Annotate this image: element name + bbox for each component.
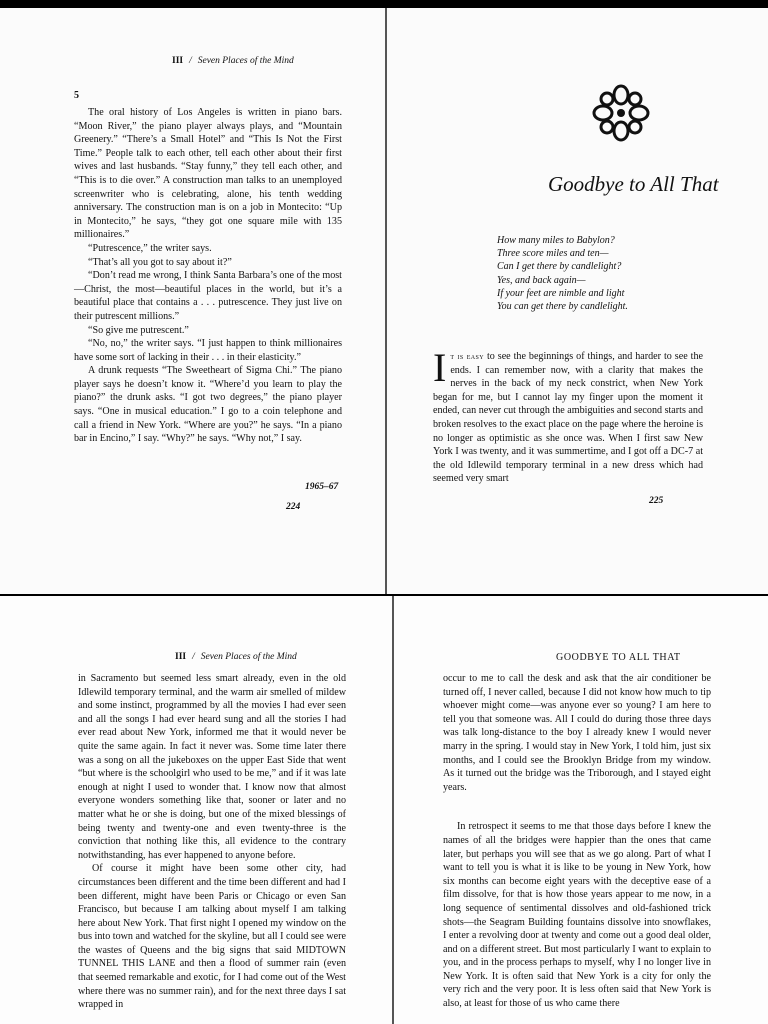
running-head-slash: /: [189, 56, 192, 66]
epigraph-line: Yes, and back again—: [497, 274, 586, 286]
body-text: [74, 106, 342, 446]
page-225: [387, 8, 768, 594]
epigraph-line: If your feet are nimble and light: [497, 287, 625, 299]
epigraph-line: You can get there by candlelight.: [497, 301, 628, 313]
running-head-part: III: [172, 56, 184, 66]
paragraph: in Sacramento but seemed less smart already, even in the old Idlewild temporary terminal, and the warm air smelled of mildew and some instinct, programmed by all the movies I had ever seen and all the songs I had ever heard sung and all the stories I had ever read about New York, informed me that it would never be quite the same again. In fact it never was. Some time later there was a song on all the jukeboxes on the upper East Side that went “but where is the schoolgirl who used to be me,” and if it was late enough at night I used to wonder that. I know now that almost everyone wonders something like that, sooner or later and no matter what he or she is doing, but one of the mixed blessings of being twenty and twenty-one and even twenty-three is the conviction that nothing like this, all evidence to the contrary notwithstanding, has ever happened to anyone before.: [78, 673, 346, 861]
paragraph: “Putrescence,” the writer says.: [88, 242, 212, 254]
paragraph: A drunk requests “The Sweetheart of Sigma Chi.” The piano player says he doesn’t know it. “Where’d you learn to play the piano?” the drunk asks. “I got two degrees,” the piano player says. “One in musical education.” I go to a coin telephone and call a friend in New York. “Where are you?” he says. “In a piano bar in Encino,” I say. “Why?” he says. “Why not,” I say.: [74, 365, 342, 445]
running-head-part: III: [175, 652, 187, 662]
paragraph: In retrospect it seems to me that those days before I knew the names of all the bridges were happier than the ones that came later, but perhaps you will see that as we go along. Part of what I want to tell you is what it is like to be young in New York, how six months can become eight years with the deceptive ease of a film dissolve, for that is how those years appear to me now, in a long sequence of sentimental dissolves and old-fashioned trick shots—the Seagram Building fountains dissolve into snowflakes, I enter a revolving door at twenty and come out a good deal older, and on a different street. But most particularly I want to explain to you, and in the process perhaps to myself, why I no longer live in New York. It is often said that New York is a city for only the very rich and the very poor. It is less often said that New York is also, at least for those of us who came there: [443, 821, 711, 1010]
drop-cap: I: [433, 345, 447, 390]
opening-text: [433, 345, 703, 486]
section-number: 5: [74, 90, 79, 101]
running-head-title: Seven Places of the Mind: [200, 652, 297, 662]
paragraph: “Don’t read me wrong, I think Santa Barbara’s one of the most—Christ, the most—beautiful places in the world, but it’s a beautiful place that contains a . . . putrescence. They just live on their putrescent millions.”: [74, 270, 342, 322]
paragraph: Of course it might have been some other city, had circumstances been different and the time been different and had I been different, might have been Paris or Chicago or even San Francisco, but because I am talking about myself I am talking here about New York. That first night I opened my window on the bus into town and watched for the skyline, but all I could see were the wastes of Queens and the big signs that said MIDTOWN TUNNEL THIS LANE and then a flood of summer rain (even that seemed remarkable and exotic, for I had come out of the West where there was no summer rain), and for the next three days I sat wrapped in: [78, 863, 346, 1011]
paragraph: The oral history of Los Angeles is written in piano bars. “Moon River,” the piano player always plays, and “Mountain Greenery.” “There’s a Small Hotel” and “This Is Not the First Time.” People talk to each other, tell each other about their first wives and last husbands. “Stay funny,” they tell each other, and “This is to die over.” A construction man talks to an unemployed screenwriter who is celebrating, alone, his tenth wedding anniversary. The construction man is on a job in Montecito: “Up in Montecito,” he says, “they got one square mile with 135 millionaires.”: [74, 107, 342, 241]
page-number: 225: [649, 496, 664, 506]
epigraph-line: Can I get there by candlelight?: [497, 261, 622, 273]
epigraph-line: How many miles to Babylon?: [497, 235, 615, 246]
paragraph: “That’s all you got to say about it?”: [88, 256, 232, 268]
book-spread-bottom: [0, 596, 768, 1024]
floral-ornament-icon: [591, 82, 651, 144]
body-text: [78, 672, 346, 1012]
page-224: [0, 8, 386, 594]
running-head: [172, 56, 294, 66]
opening-small-caps: t is easy: [450, 351, 484, 361]
paragraph: “So give me putrescent.”: [88, 324, 189, 336]
essay-dates: 1965–67: [305, 482, 339, 492]
chapter-title: Goodbye to All That: [548, 172, 719, 196]
page-226: [0, 596, 392, 1024]
epigraph-line: Three score miles and ten—: [497, 248, 609, 260]
paragraph: occur to me to call the desk and ask that the air conditioner be turned off, I never called, because I did not know how much to tip whoever might come—was anyone ever so young? I am here to tell you that someone was. All I could do during those three days was talk long-distance to the boy I already knew I would never marry in the spring. I would stay in New York, I told him, just six months, and I could see the Brooklyn Bridge from my window. As it turned out the bridge was the Triborough, and I stayed eight years.: [443, 673, 711, 793]
running-head-title: Seven Places of the Mind: [197, 56, 294, 66]
body-text: [443, 672, 711, 1011]
page-number: 224: [286, 502, 301, 512]
epigraph: [497, 234, 628, 313]
paragraph: “No, no,” the writer says. “I just happen to think millionaires have some sort of lacking in their . . . in their elasticity.”: [74, 338, 342, 363]
book-spread-top: [0, 8, 768, 594]
page-227: [394, 596, 768, 1024]
running-head-slash: /: [192, 652, 195, 662]
running-head: GOODBYE TO ALL THAT: [556, 652, 681, 663]
running-head: [175, 652, 297, 662]
paragraph: to see the beginnings of things, and harder to see the ends. I can remember now, with a clarity that makes the nerves in the back of my neck constrict, when New York began for me, but I cannot lay my finger upon the moment it ended, can never cut through the ambiguities and second starts and broken resolves to the exact place on the page where the heroine is no longer as optimistic as she once was. When I first saw New York I was twenty, and it was summertime, and I got off a DC-7 at the old Idlewild temporary terminal in a new dress which had seemed very smart: [433, 351, 703, 485]
